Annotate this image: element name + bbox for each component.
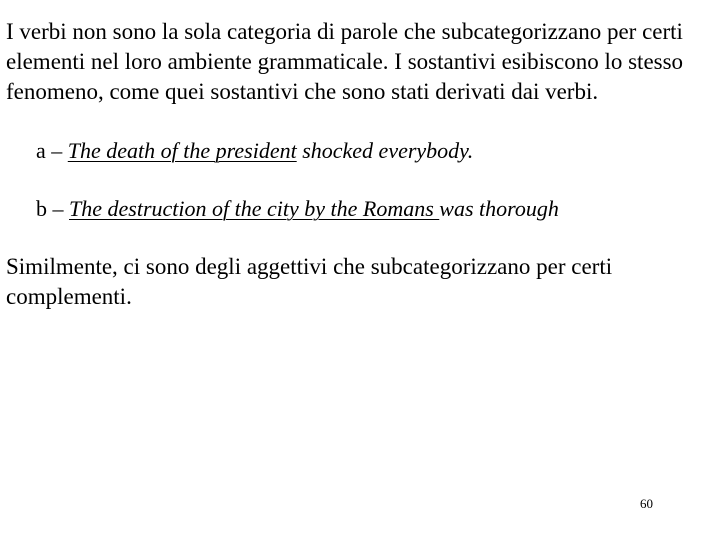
example-b-rest: was thorough: [439, 196, 559, 221]
example-a-underlined-phrase: The death of the president: [67, 138, 297, 163]
page-number: 60: [640, 496, 653, 511]
example-b-label: b –: [36, 196, 69, 221]
outro-paragraph: Similmente, ci sono degli aggettivi che subcategorizzano per certi complementi.: [6, 254, 613, 309]
example-b-underlined-phrase: The destruction of the city by the Romans: [69, 196, 440, 221]
example-a-rest: shocked everybody.: [296, 138, 474, 163]
example-b: [36, 195, 559, 223]
example-a: [36, 137, 473, 165]
intro-paragraph: I verbi non sono la sola categoria di parole che subcategorizzano per certi elementi nel loro ambiente grammaticale. I sostantivi esibiscono lo stesso fenomeno, come quei sostantivi che sono stati derivati dai verbi.: [6, 19, 684, 104]
example-a-label: a –: [36, 138, 68, 163]
